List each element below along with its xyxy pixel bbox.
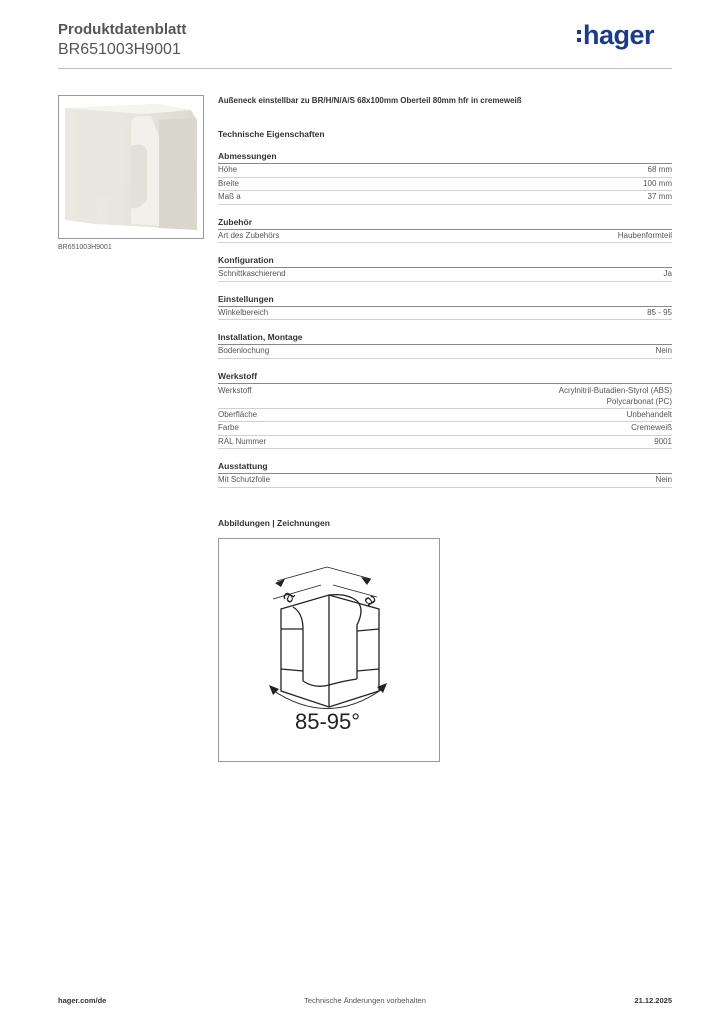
spec-row: Farbe Cremeweiß xyxy=(218,422,672,436)
spec-row: Höhe 68 mm xyxy=(218,164,672,178)
corner-drawing-icon xyxy=(219,539,439,761)
spec-row: Schnittkaschierend Ja xyxy=(218,268,672,282)
page-footer xyxy=(58,996,672,1010)
spec-row: Werkstoff Acrylnitril-Butadien-Styrol (ABS) Polycarbonat (PC) xyxy=(218,384,672,409)
spec-row: RAL Nummer 9001 xyxy=(218,436,672,450)
spec-row: Maß a 37 mm xyxy=(218,191,672,205)
spec-group-einstellungen xyxy=(218,294,672,321)
spec-row: Winkelbereich 85 - 95 xyxy=(218,307,672,321)
group-title: Konfiguration xyxy=(218,255,672,268)
footer-note: Technische Änderungen vorbehalten xyxy=(304,996,426,1005)
spec-row: Breite 100 mm xyxy=(218,178,672,192)
page-header xyxy=(58,20,672,70)
group-title: Abmessungen xyxy=(218,151,672,164)
product-code: BR651003H9001 xyxy=(58,41,181,58)
spec-group-abmessungen xyxy=(218,151,672,205)
spec-group-installation xyxy=(218,332,672,359)
spec-row: Oberfläche Unbehandelt xyxy=(218,409,672,423)
angle-label: 85-95° xyxy=(295,709,361,734)
spec-row: Bodenlochung Nein xyxy=(218,345,672,359)
logo-dots-icon xyxy=(577,30,581,42)
spec-row: Mit Schutzfolie Nein xyxy=(218,474,672,488)
header-divider xyxy=(58,68,672,69)
footer-website-link[interactable]: hager.com/de xyxy=(58,996,107,1005)
group-title: Zubehör xyxy=(218,217,672,230)
image-caption: BR651003H9001 xyxy=(58,244,112,251)
spec-row: Art des Zubehörs Haubenformteil xyxy=(218,230,672,244)
spec-group-zubehoer xyxy=(218,217,672,244)
technical-drawing xyxy=(218,538,440,762)
figures-title: Abbildungen | Zeichnungen xyxy=(218,518,330,528)
product-image xyxy=(58,95,204,239)
group-title: Installation, Montage xyxy=(218,332,672,345)
group-title: Einstellungen xyxy=(218,294,672,307)
spec-content xyxy=(218,95,672,488)
dimension-a-left: a xyxy=(276,587,299,606)
spec-group-konfiguration xyxy=(218,255,672,282)
hager-logo xyxy=(577,20,654,51)
spec-group-ausstattung xyxy=(218,461,672,488)
spec-group-werkstoff xyxy=(218,371,672,450)
logo-text: hager xyxy=(582,20,654,50)
section-title: Technische Eigenschaften xyxy=(218,129,325,139)
product-photo-icon xyxy=(59,96,203,238)
group-title: Ausstattung xyxy=(218,461,672,474)
footer-date: 21.12.2025 xyxy=(634,996,672,1005)
group-title: Werkstoff xyxy=(218,371,672,384)
page-title: Produktdatenblatt xyxy=(58,21,187,38)
product-description: Außeneck einstellbar zu BR/H/N/A/S 68x100mm Oberteil 80mm hfr in cremeweiß xyxy=(218,96,522,105)
dimension-a-right: a xyxy=(360,590,383,610)
